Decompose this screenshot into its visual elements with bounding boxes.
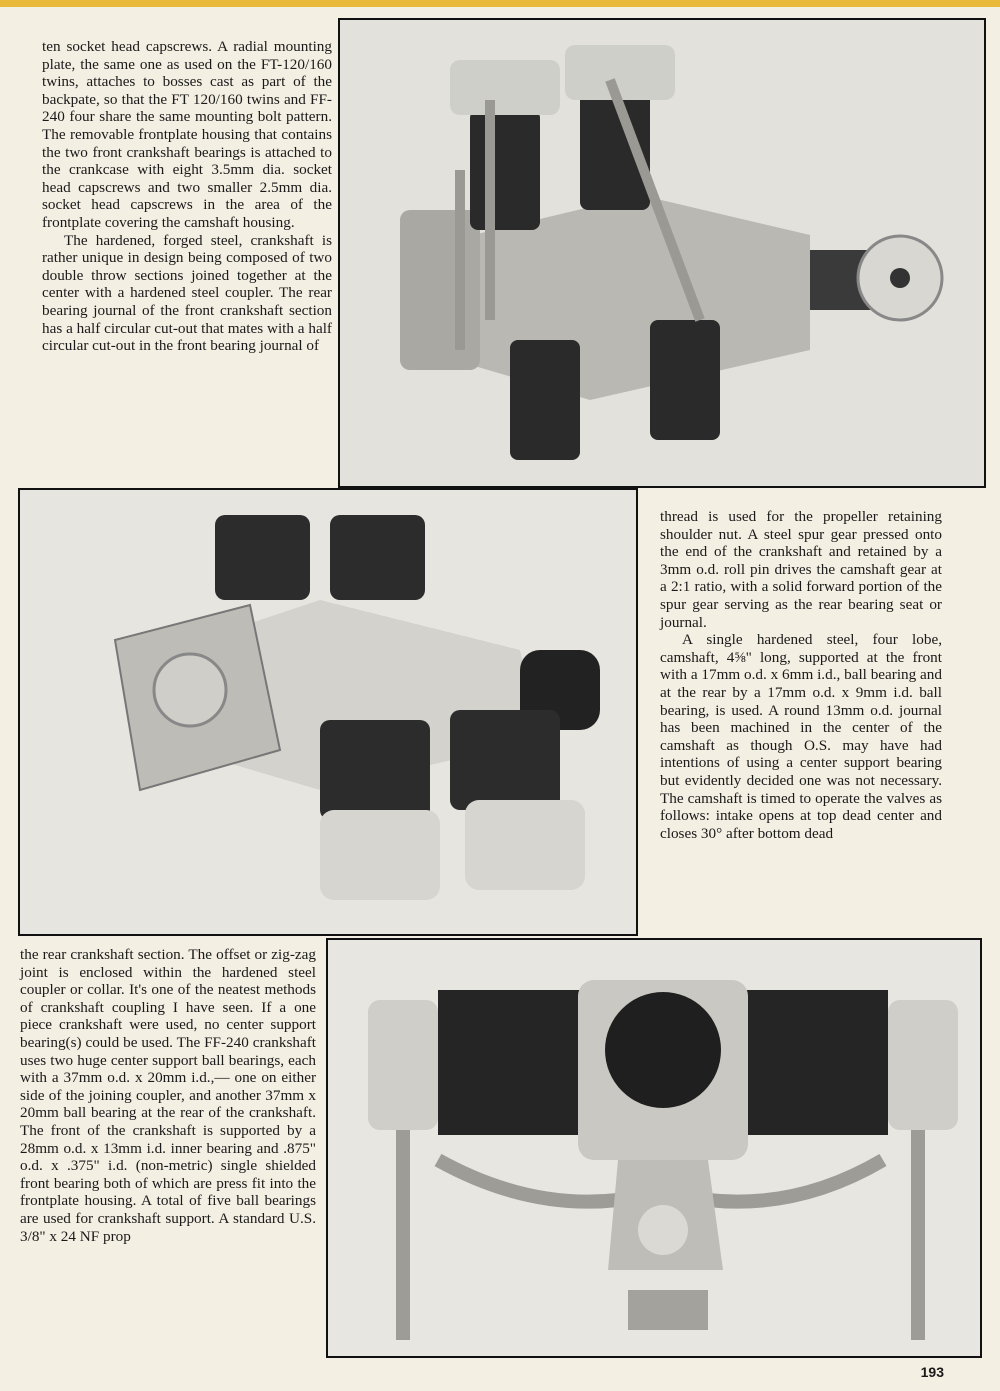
- paragraph: ten socket head capscrews. A radial mounting plate, the same one as used on the FT-120/160 twins, attaches to bosses cast as part of the backpate, so that the FT 120/160 twins and FF-240 four share the same mounting bolt pattern. The removable frontplate housing that contains the two front crankshaft bearings is attached to the crankcase with eight 3.5mm dia. socket head capscrews and two smaller 2.5mm dia. socket head capscrews in the area of the frontplate covering the camshaft housing.: [42, 38, 332, 231]
- engine-photo-middle: [18, 488, 638, 936]
- text-column-bottom-left: [20, 946, 316, 1245]
- paragraph: A single hardened steel, four lobe, camshaft, 4⅝" long, supported at the front with a 17mm o.d. x 6mm i.d., ball bearing and at the rear by a 17mm o.d. x 9mm i.d. ball bearing, is used. A round 13mm o.d. journal has been machined in the center of the camshaft as though O.S. may have had intentions of using a center support bearing but evidently decided one was not necessary. The camshaft is timed to operate the valves as follows: intake opens at top dead center and closes 30° after bottom dead: [660, 631, 942, 842]
- paragraph: The hardened, forged steel, crankshaft is rather unique in design being composed of two double throw sections joined together at the center with a hardened steel coupler. The rear bearing journal of the front crankshaft section has a half circular cut-out that mates with a half circular cut-out in the front bearing journal of: [42, 231, 332, 355]
- page-number: 193: [920, 1364, 944, 1380]
- engine-photo-bottom: [326, 938, 982, 1358]
- paragraph: the rear crankshaft section. The offset or zig-zag joint is enclosed within the hardened steel coupler or collar. It's one of the neatest methods of crankshaft coupling I have seen. If a one piece crankshaft were used, no center support bearing(s) could be used. The FF-240 crankshaft uses two huge center support ball bearings, each with a 37mm o.d. x 20mm i.d.,— one on either side of the joining coupler, and another 37mm x 20mm ball bearing at the rear of the crankshaft. The front of the crankshaft is supported by a 28mm o.d. x 13mm i.d. inner bearing and .875" o.d. x .375" i.d. (non-metric) single shielded front bearing both of which are press fit into the frontplate housing. A total of five ball bearings are used for crankshaft support. A standard U.S. 3/8" x 24 NF prop: [20, 946, 316, 1245]
- engine-photo-top: [338, 18, 986, 488]
- text-column-top-left: [42, 38, 332, 355]
- paragraph: thread is used for the propeller retaining shoulder nut. A steel spur gear pressed onto the end of the crankshaft and retained by a 3mm o.d. roll pin drives the camshaft gear at a 2:1 ratio, with a solid forward portion of the spur gear serving as the rear bearing seat or journal.: [660, 508, 942, 631]
- text-column-middle-right: [660, 508, 942, 842]
- top-accent-bar: [0, 0, 1000, 7]
